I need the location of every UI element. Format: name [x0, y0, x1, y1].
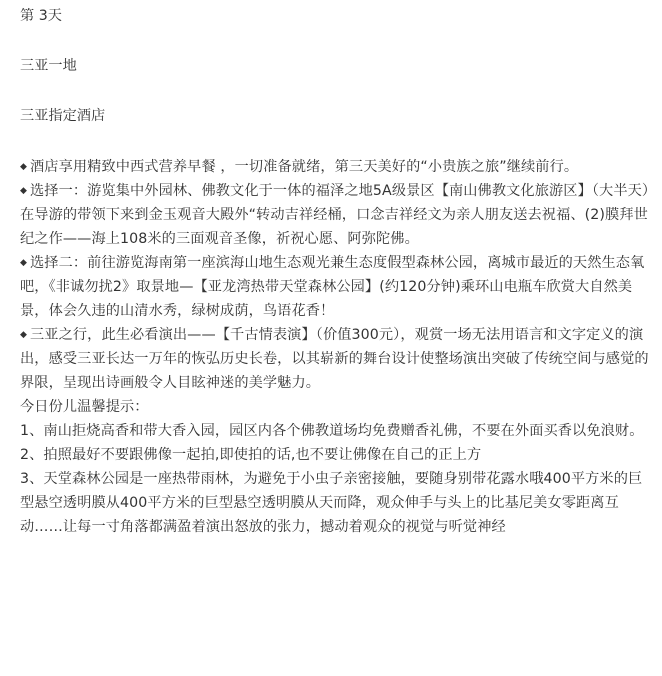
- diamond-bullet-icon: ◆: [20, 258, 28, 268]
- hotel-line: 三亚指定酒店: [20, 108, 106, 124]
- diamond-bullet-icon: ◆: [20, 330, 28, 340]
- spacer: [20, 28, 654, 54]
- paragraph-text: 选择一：游览集中外园林、佛教文化于一体的福泽之地5A级景区【南山佛教文化旅游区】（大半天）在导游的带领下来到金玉观音大殿外“转动吉祥经桶，口念吉祥经文为亲人朋友送去祝福、(2)膜拜世纪之作——海上108米的三面观音圣像，祈祝心愿、阿弥陀佛。: [20, 183, 650, 247]
- spacer: [20, 78, 654, 104]
- day-title: 第 3天: [20, 8, 62, 24]
- diamond-bullet-icon: ◆: [20, 186, 28, 196]
- location-line: 三亚一地: [20, 58, 77, 74]
- paragraph-option-one: [20, 179, 654, 251]
- paragraph-text: 酒店享用精致中西式营养早餐 ，一切准备就绪，第三天美好的“小贵族之旅”继续前行。: [30, 159, 579, 175]
- paragraph-show: [20, 323, 654, 395]
- diamond-bullet-icon: ◆: [20, 162, 28, 172]
- paragraph-breakfast: [20, 155, 654, 179]
- tip-item-1: 1、南山拒烧高香和带大香入园，园区内各个佛教道场均免费赠香礼佛，不要在外面买香以免浪财。: [20, 423, 644, 439]
- tip-item-3: 3、天堂森林公园是一座热带雨林，为避免于小虫子亲密接触，要随身别带花露水哦400平方米的巨型悬空透明膜从400平方米的巨型悬空透明膜从天而降，观众伸手与头上的比基尼美女零距离互动……让每一寸角落都满盈着演出怒放的张力，撼动着观众的视觉与听觉神经: [20, 471, 643, 535]
- tips-title: 今日份儿温馨提示：: [20, 399, 149, 415]
- paragraph-text: 三亚之行，此生必看演出——【千古情表演】（价值300元），观赏一场无法用语言和文字定义的演出，感受三亚长达一万年的恢弘历史长卷，以其崭新的舞台设计使整场演出突破了传统空间与感觉的界限，呈现出诗画般令人目眩神迷的美学魅力。: [20, 327, 649, 391]
- spacer: [20, 128, 654, 154]
- paragraph-option-two: [20, 251, 654, 323]
- itinerary-document: [20, 4, 654, 539]
- tip-item-2: 2、拍照最好不要跟佛像一起拍,即使拍的话,也不要让佛像在自己的正上方: [20, 447, 482, 463]
- paragraph-text: 选择二：前往游览海南第一座滨海山地生态观光兼生态度假型森林公园，离城市最近的天然生态氧吧，《非诚勿扰2》取景地—【亚龙湾热带天堂森林公园】(约120分钟)乘环山电瓶车欣赏大自然美景，体会久违的山清水秀，绿树成荫，鸟语花香！: [20, 255, 645, 319]
